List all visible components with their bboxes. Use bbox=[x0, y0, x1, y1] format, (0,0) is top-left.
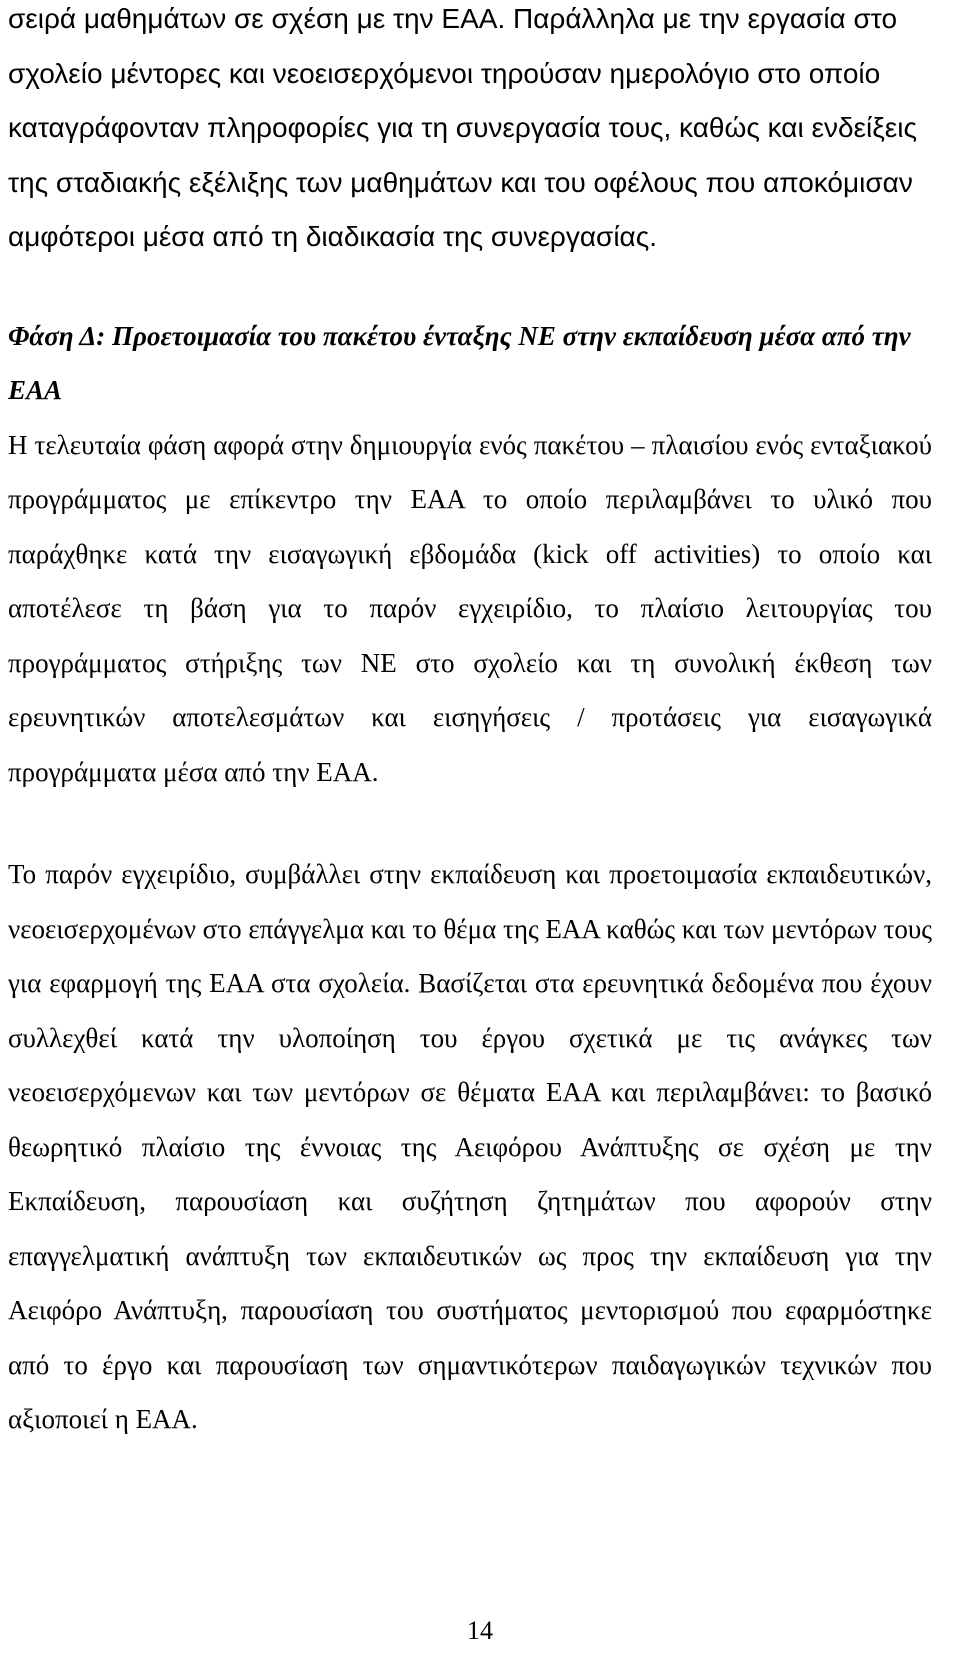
section-paragraph: Η τελευταία φάση αφορά στην δημιουργία ενός πακέτου – πλαισίου ενός ενταξιακού προγράμματος με επίκεντρο την ΕΑΑ το οποίο περιλαμβάνει το υλικό που παράχθηκε κατά την εισαγωγική εβδομάδα (kick off activities) το οποίο και αποτέλεσε τη βάση για το παρόν εγχειρίδιο, το πλαίσιο λειτουργίας του προγράμματος στήριξης των ΝΕ στο σχολείο και τη συνολική έκθεση των ερευνητικών αποτελεσμάτων και εισηγήσεις / προτάσεις για εισαγωγικά προγράμματα μέσα από την ΕΑΑ. bbox=[8, 429, 932, 787]
section-heading: Φάση Δ: Προετοιμασία του πακέτου ένταξης ΝΕ στην εκπαίδευση μέσα από την ΕΑΑ bbox=[8, 320, 911, 405]
intro-paragraph: σειρά μαθημάτων σε σχέση με την ΕΑΑ. Παράλληλα με την εργασία στο σχολείο μέντορες και νεοεισερχόμενοι τηρούσαν ημερολόγιο στο οποίο καταγράφονταν πληροφορίες για τη συνεργασία τους, καθώς και ενδείξεις της σταδιακής εξέλιξης των μαθημάτων και του οφέλους που αποκόμισαν αμφότεροι μέσα από τη διαδικασία της συνεργασίας. bbox=[8, 3, 917, 252]
page-number: 14 bbox=[467, 1616, 493, 1645]
closing-paragraph: Το παρόν εγχειρίδιο, συμβάλλει στην εκπαίδευση και προετοιμασία εκπαιδευτικών, νεοεισερχομένων στο επάγγελμα και το θέμα της ΕΑΑ καθώς και των μεντόρων τους για εφαρμογή της ΕΑΑ στα σχολεία. Βασίζεται στα ερευνητικά δεδομένα που έχουν συλλεχθεί κατά την υλοποίηση του έργου σχετικά με τις ανάγκες των νεοεισερχόμενων και των μεντόρων σε θέματα ΕΑΑ και περιλαμβάνει: το βασικό θεωρητικό πλαίσιο της έννοιας της Αειφόρου Ανάπτυξης σε σχέση με την Εκπαίδευση, παρουσίαση και συζήτηση ζητημάτων που αφορούν στην επαγγελματική ανάπτυξη των εκπαιδευτικών ως προς την εκπαίδευση για την Αειφόρο Ανάπτυξη, παρουσίαση του συστήματος μεντορισμού που εφαρμόστηκε από το έργο και παρουσίαση των σημαντικότερων παιδαγωγικών τεχνικών που αξιοποιεί η ΕΑΑ. bbox=[8, 859, 932, 1434]
